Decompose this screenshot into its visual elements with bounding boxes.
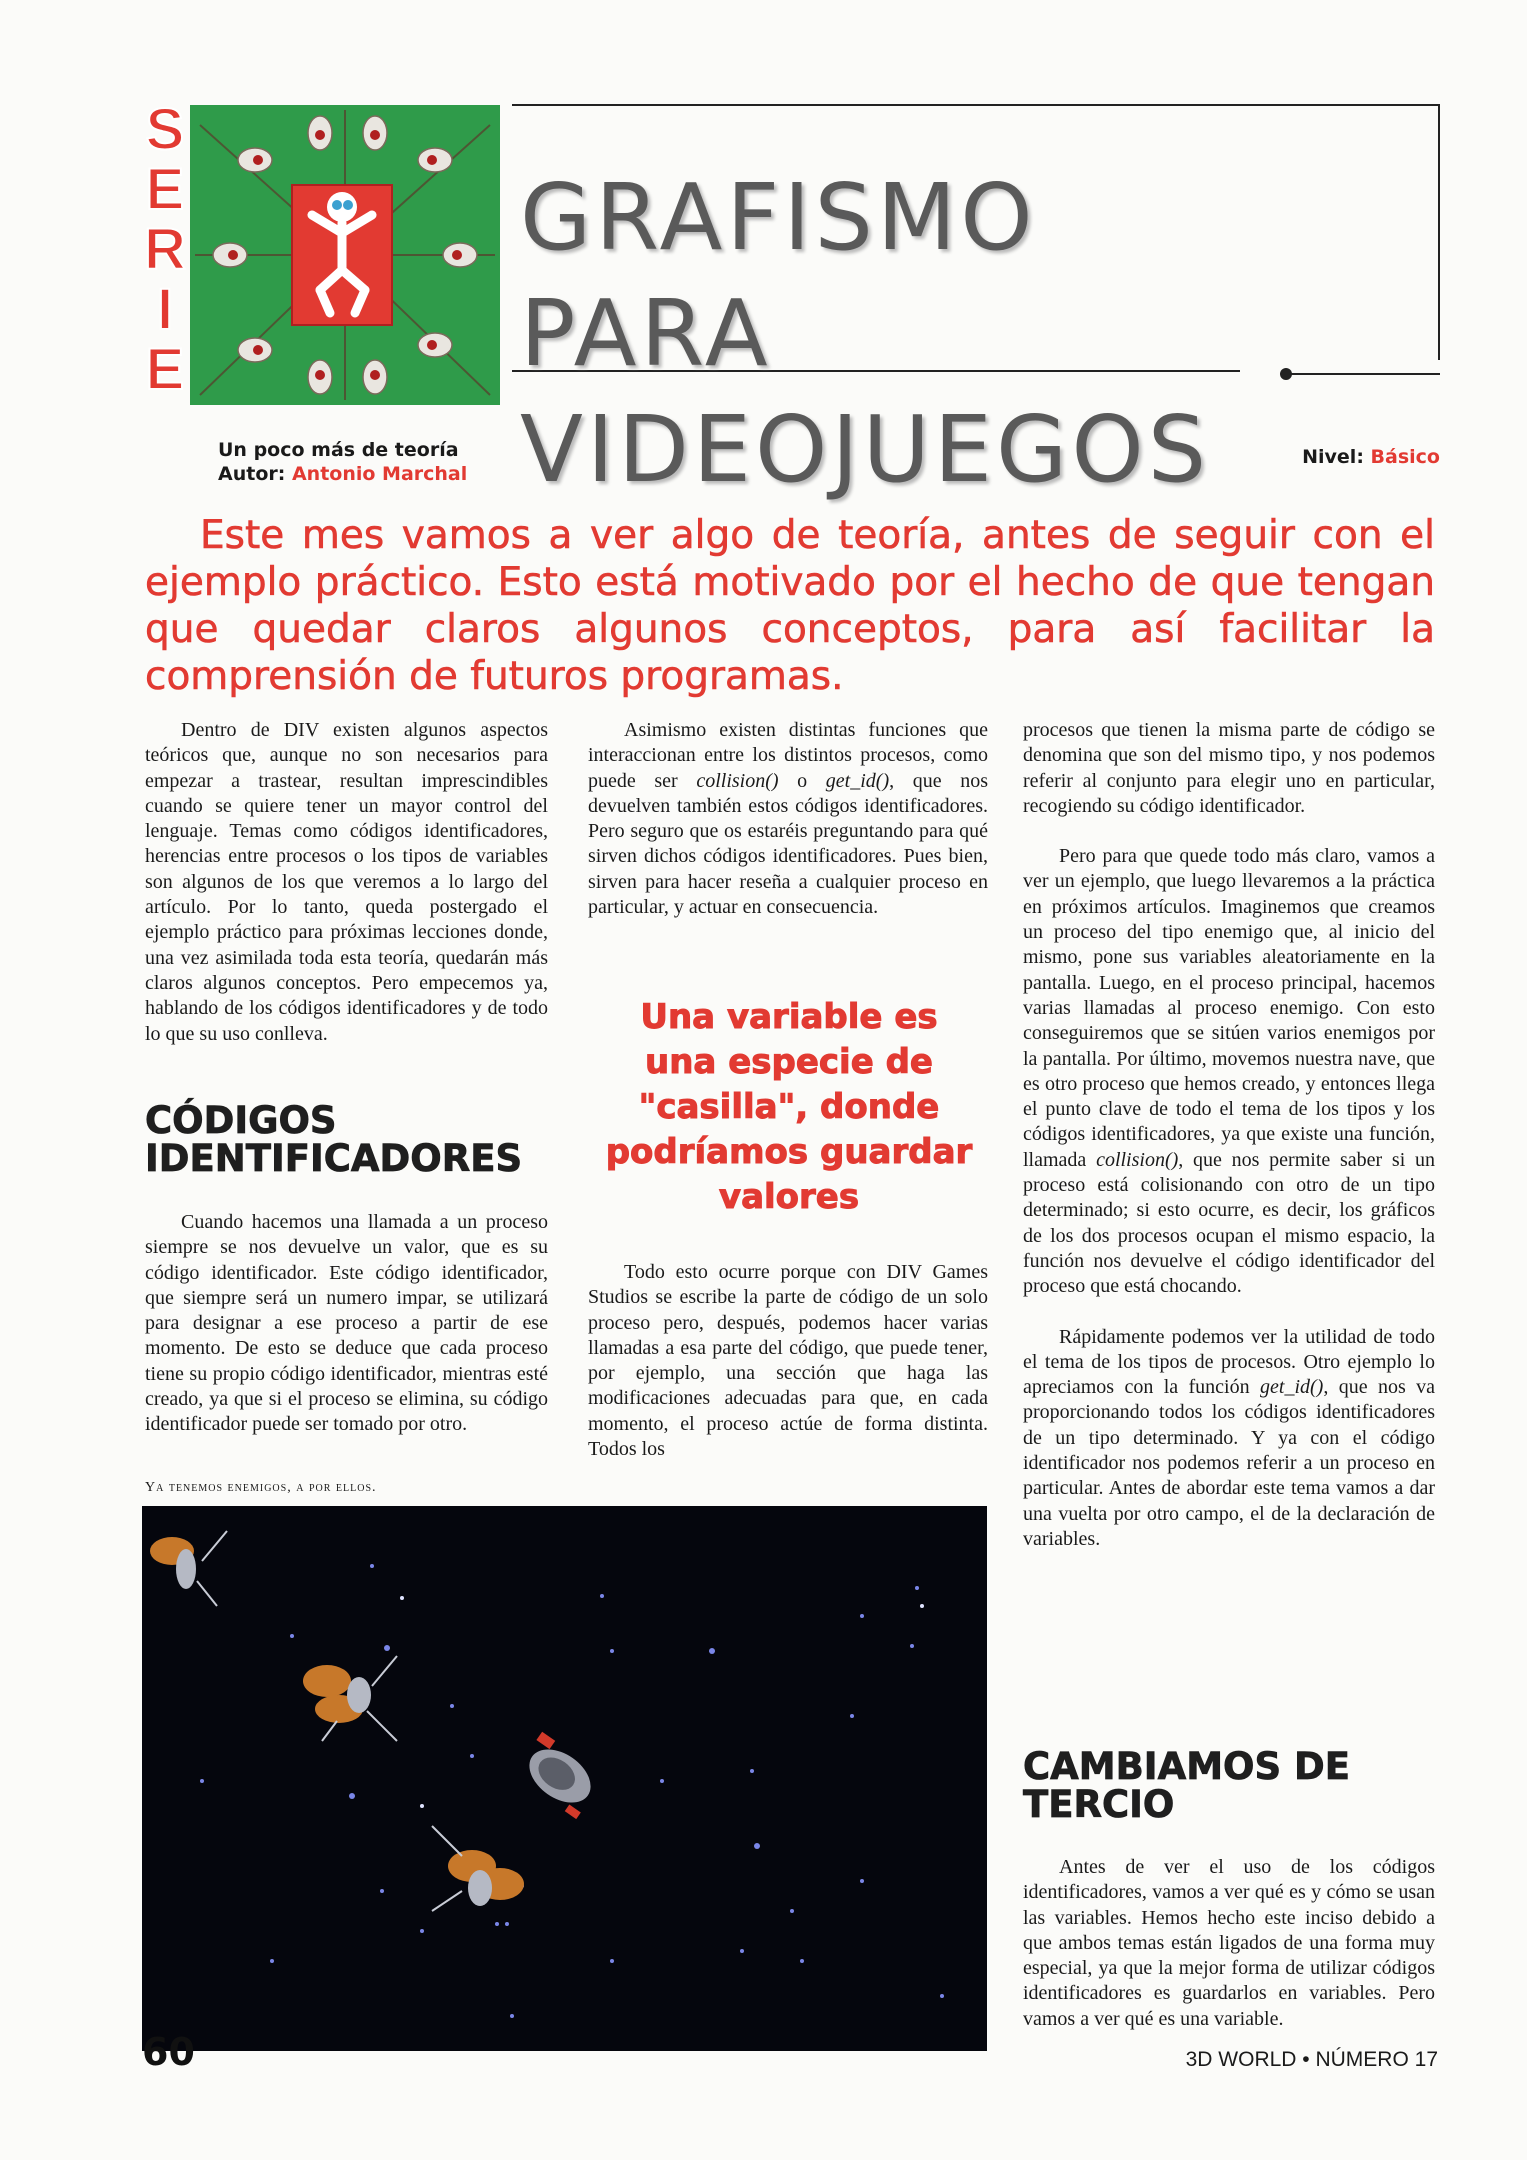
code-collision: collision() (696, 769, 779, 792)
game-screenshot (142, 1506, 987, 2051)
figure-caption: Ya tenemos enemigos, a por ellos. (145, 1480, 377, 1495)
text-run: , que nos permite saber si un proceso está colisionando con otro de un tipo determinado; si esto ocurre, es decir, los gráficos de los dos procesos ocupan el mismo espacio, la función nos devuelve el código identificador del proceso que está chocando. (1023, 1148, 1436, 1298)
code-collision: collision() (1096, 1148, 1179, 1171)
subtitle: Un poco más de teoría (218, 439, 459, 461)
column-2-b (588, 1260, 988, 1462)
column-1-b (145, 1210, 548, 1438)
lead-paragraph: Este mes vamos a ver algo de teoría, antes de seguir con el ejemplo práctico. Esto está motivado por el hecho de que tengan que quedar claros algunos conceptos, para así facilitar la comprensión de futuros programas. (145, 513, 1435, 699)
column-2 (588, 718, 988, 920)
text-run: , que nos va proporcionando todos los códigos identificadores de un tipo determinado. Y ya con el código identificador nos podemos referir a un proceso en particular. Antes de abordar este tema vamos a dar una vuelta por otro campo, el de la declaración de variables. (1023, 1376, 1436, 1550)
heading-line: TERCIO (1023, 1783, 1175, 1826)
col3-paragraph-2 (1023, 844, 1435, 1299)
col1-paragraph-1: Dentro de DIV existen algunos aspectos teóricos que, aunque no son necesarios para empezar a trastear, resultan imprescindibles cuando se quiere tener un mayor control del lenguaje. Temas como códigos identificadores, herencias entre procesos o los tipos de variables son algunos de los que veremos a lo largo del artículo. Por lo tanto, queda postergado el ejemplo práctico para próximas lecciones donde, una vez asimilada toda esta teoría, quedarán más claros algunos conceptos. Pero empecemos ya, hablando de los códigos identificadores y de todo lo que su uso conlleva. (145, 719, 548, 1045)
col3-paragraph-4: Antes de ver el uso de los códigos identificadores, vamos a ver qué es y cómo se usan las variables. Hemos hecho este inciso debido a que ambos temas están ligados de una forma muy especial, ya que la mejor forma de utilizar códigos identificadores es guardarlos en variables. Pero vamos a ver qué es una variable. (1023, 1856, 1435, 2030)
level-value: Básico (1370, 446, 1440, 468)
series-logo-illustration (190, 105, 500, 405)
serie-letter: E (145, 157, 185, 222)
serie-letter: R (144, 217, 186, 282)
serie-letter: E (145, 337, 185, 402)
col3-paragraph-3 (1023, 1325, 1435, 1553)
heading-codigos (145, 1099, 523, 1180)
author-label: Autor: (218, 463, 286, 485)
heading-line: CÓDIGOS (145, 1099, 337, 1142)
heading-line: IDENTIFICADORES (145, 1137, 523, 1180)
text-run: Rápidamente podemos ver la utilidad de todo el tema de los tipos de procesos. Otro ejemplo lo apreciamos con la función (1023, 1325, 1435, 1399)
text-run: o (797, 769, 808, 792)
title-line-2: VIDEOJUEGOS (520, 396, 1211, 503)
code-get-id: get_id() (1260, 1376, 1324, 1399)
col3-paragraph-1: procesos que tienen la misma parte de código se denomina que son del mismo tipo, y nos podemos referir al conjunto para elegir uno en particular, recogiendo su código identificador. (1023, 719, 1435, 817)
author-line (218, 462, 467, 486)
article-title (520, 160, 1320, 508)
byline (218, 438, 467, 486)
text-run: , que nos devuelven también estos códigos identificadores. Pero seguro que os estaréis preguntando para qué sirven dichos códigos identificadores. Pues bien, sirven para hacer reseña a cualquier proceso en particular, y actuar en consecuencia. (588, 769, 989, 919)
col2-paragraph-1 (588, 718, 988, 920)
robot-eyes-icon (190, 105, 500, 405)
pull-quote: Una variable es una especie de "casilla", donde podríamos guardar valores (605, 997, 973, 1217)
text-run: Pero para que quede todo más claro, vamos a ver un ejemplo, que luego llevaremos a la práctica en próximos artículos. Imaginemos que creamos un proceso del tipo enemigo que, al inicio del mismo, pone sus variables aleatoriamente en la pantalla. Luego, en el proceso principal, hacemos varias llamadas al proceso enemigo. Con esto conseguiremos que se sitúen varios enemigos por la pantalla. Por último, movemos nuestra nave, que es otro proceso que hemos creado, y entonces llega el punto clave de todo el tema de los tipos y los códigos identificadores, ya que existe una función, llamada (1023, 845, 1435, 1171)
serie-label (140, 97, 190, 402)
column-1 (145, 718, 548, 1047)
text-run: Asimismo existen distintas funciones que interaccionan entre los distintos procesos, como puede ser (588, 719, 988, 792)
space-game-scene (142, 1506, 987, 2051)
column-3-b (1023, 1855, 1435, 2032)
page-number: 60 (142, 2030, 195, 2074)
heading-cambiamos (1023, 1745, 1351, 1826)
col1-paragraph-2: Cuando hacemos una llamada a un proceso siempre se nos devuelve un valor, que es su código identificador. Este código identificador, que siempre será un numero impar, se utilizará para designar a ese proceso a partir de ese momento. De esto se deduce que cada proceso tiene su propio código identificador, mientras esté creado, ya que si el proceso se elimina, su código identificador puede ser tomado por otro. (145, 1211, 548, 1436)
col2-paragraph-2: Todo esto ocurre porque con DIV Games Studios se escribe la parte de código de un solo proceso pero, después, podemos hacer varias llamadas a esa parte del código, que puede tener, por ejemplo, una sección que haga las modificaciones adecuadas para que, en cada momento, el proceso actúe de forma distinta. Todos los (588, 1261, 988, 1461)
level-label: Nivel: (1302, 446, 1364, 468)
code-get-id: get_id() (825, 769, 890, 792)
level-line (1290, 445, 1440, 469)
column-3 (1023, 718, 1435, 1552)
title-line-1: GRAFISMO PARA (520, 164, 1037, 387)
author-name: Antonio Marchal (291, 463, 468, 485)
heading-line: CAMBIAMOS DE (1023, 1745, 1351, 1788)
serie-letter: S (145, 97, 185, 162)
serie-letter: I (156, 277, 174, 342)
magazine-issue: 3D WORLD • NÚMERO 17 (1185, 2048, 1438, 2071)
